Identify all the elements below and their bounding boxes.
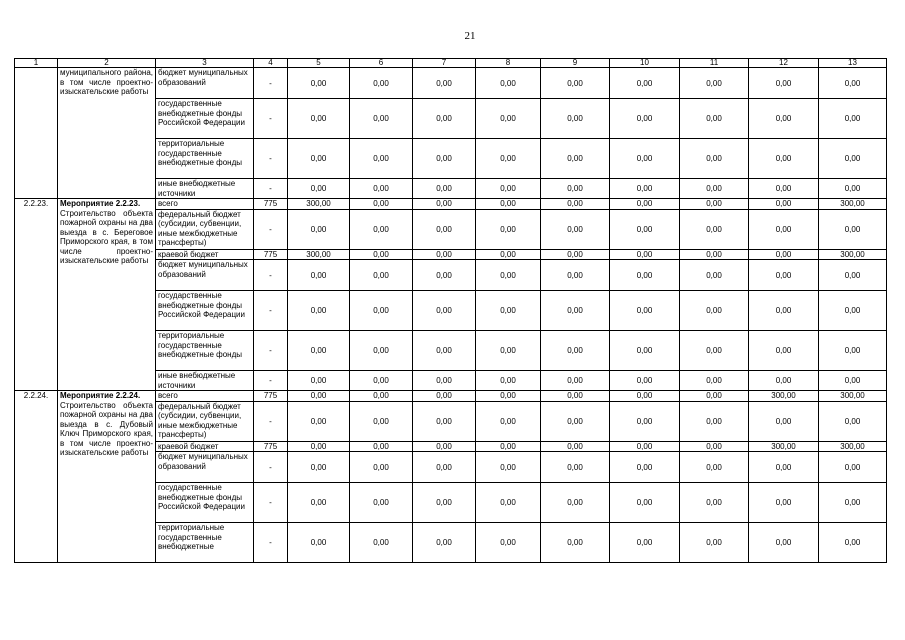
amount-cell: 0,00 (288, 99, 350, 139)
amount-cell: 0,00 (680, 401, 749, 441)
column-header: 5 (288, 59, 350, 68)
amount-cell: 0,00 (819, 291, 887, 331)
amount-cell: 0,00 (476, 249, 541, 260)
funding-source: государственные внебюджетные фонды Российской Федерации (156, 99, 254, 139)
amount-cell: 0,00 (413, 523, 476, 563)
amount-cell: 0,00 (680, 452, 749, 483)
amount-cell: 0,00 (541, 483, 610, 523)
measure-description (58, 68, 156, 199)
amount-cell: 0,00 (476, 260, 541, 291)
grbs-code-cell: - (254, 331, 288, 371)
amount-cell: 0,00 (541, 523, 610, 563)
amount-cell: 0,00 (610, 441, 680, 452)
amount-cell: 0,00 (819, 99, 887, 139)
grbs-code-cell: - (254, 523, 288, 563)
column-header: 3 (156, 59, 254, 68)
amount-cell: 0,00 (749, 331, 819, 371)
amount-cell: 0,00 (350, 331, 413, 371)
funding-source: бюджет муниципальных образований (156, 68, 254, 99)
column-header: 6 (350, 59, 413, 68)
amount-cell: 0,00 (476, 401, 541, 441)
amount-cell: 0,00 (350, 452, 413, 483)
amount-cell: 0,00 (819, 68, 887, 99)
amount-cell: 0,00 (476, 139, 541, 179)
amount-cell: 0,00 (413, 331, 476, 371)
amount-cell: 0,00 (350, 483, 413, 523)
amount-cell: 0,00 (288, 371, 350, 391)
amount-cell: 0,00 (350, 249, 413, 260)
column-header: 12 (749, 59, 819, 68)
amount-cell: 0,00 (413, 401, 476, 441)
measure-text: Строительство объекта пожарной охраны на два выезда в с. Дубовый Ключ Приморского края, в том числе проектно-изыскательские работы (60, 400, 153, 457)
funding-source: бюджет муниципальных образований (156, 452, 254, 483)
amount-cell: 0,00 (476, 452, 541, 483)
amount-cell: 0,00 (476, 391, 541, 402)
amount-cell: 0,00 (680, 139, 749, 179)
amount-cell: 0,00 (350, 199, 413, 210)
amount-cell: 0,00 (749, 139, 819, 179)
funding-source: всего (156, 391, 254, 402)
amount-cell: 0,00 (350, 391, 413, 402)
amount-cell: 300,00 (819, 391, 887, 402)
funding-source: краевой бюджет (156, 249, 254, 260)
amount-cell: 0,00 (680, 483, 749, 523)
amount-cell: 0,00 (288, 68, 350, 99)
funding-source: краевой бюджет (156, 441, 254, 452)
amount-cell: 0,00 (610, 179, 680, 199)
amount-cell: 0,00 (413, 68, 476, 99)
grbs-code-cell: - (254, 452, 288, 483)
amount-cell: 0,00 (819, 331, 887, 371)
funding-source: государственные внебюджетные фонды Российской Федерации (156, 483, 254, 523)
amount-cell: 0,00 (680, 99, 749, 139)
budget-table (14, 58, 887, 563)
amount-cell: 0,00 (350, 523, 413, 563)
amount-cell: 0,00 (288, 441, 350, 452)
amount-cell: 0,00 (680, 68, 749, 99)
amount-cell: 0,00 (610, 209, 680, 249)
amount-cell: 0,00 (610, 139, 680, 179)
amount-cell: 0,00 (476, 441, 541, 452)
amount-cell: 0,00 (476, 68, 541, 99)
grbs-code-cell: 775 (254, 249, 288, 260)
amount-cell: 0,00 (680, 441, 749, 452)
amount-cell: 0,00 (541, 401, 610, 441)
measure-description (58, 199, 156, 391)
page-number: 21 (464, 30, 476, 42)
amount-cell: 0,00 (749, 249, 819, 260)
amount-cell: 0,00 (749, 199, 819, 210)
amount-cell: 0,00 (413, 483, 476, 523)
column-header: 10 (610, 59, 680, 68)
amount-cell: 0,00 (476, 483, 541, 523)
amount-cell: 0,00 (413, 371, 476, 391)
amount-cell: 0,00 (819, 401, 887, 441)
amount-cell: 0,00 (749, 291, 819, 331)
measure-description (58, 391, 156, 563)
amount-cell: 300,00 (749, 391, 819, 402)
amount-cell: 0,00 (476, 331, 541, 371)
amount-cell: 0,00 (819, 139, 887, 179)
amount-cell: 0,00 (680, 391, 749, 402)
amount-cell: 0,00 (610, 483, 680, 523)
amount-cell: 0,00 (541, 199, 610, 210)
amount-cell: 0,00 (541, 68, 610, 99)
funding-source: территориальные государственные внебюджетные фонды (156, 139, 254, 179)
amount-cell: 0,00 (749, 452, 819, 483)
amount-cell: 0,00 (749, 68, 819, 99)
grbs-code-cell: - (254, 401, 288, 441)
amount-cell: 0,00 (288, 179, 350, 199)
amount-cell: 0,00 (350, 401, 413, 441)
amount-cell: 0,00 (749, 371, 819, 391)
amount-cell: 0,00 (541, 179, 610, 199)
amount-cell: 300,00 (749, 441, 819, 452)
amount-cell: 0,00 (680, 209, 749, 249)
funding-source: федеральный бюджет (субсидии, субвенции, иные межбюджетные трансферты) (156, 209, 254, 249)
amount-cell: 0,00 (350, 139, 413, 179)
amount-cell: 0,00 (680, 179, 749, 199)
amount-cell: 0,00 (541, 99, 610, 139)
amount-cell: 0,00 (350, 291, 413, 331)
amount-cell: 0,00 (610, 452, 680, 483)
amount-cell: 0,00 (476, 99, 541, 139)
amount-cell: 0,00 (288, 209, 350, 249)
amount-cell: 0,00 (413, 179, 476, 199)
amount-cell: 0,00 (288, 391, 350, 402)
amount-cell: 0,00 (350, 99, 413, 139)
grbs-code-cell: 775 (254, 391, 288, 402)
funding-source: всего (156, 199, 254, 210)
amount-cell: 0,00 (476, 199, 541, 210)
grbs-code-cell: - (254, 209, 288, 249)
amount-cell: 0,00 (541, 391, 610, 402)
amount-cell: 0,00 (541, 291, 610, 331)
amount-cell: 0,00 (413, 199, 476, 210)
amount-cell: 0,00 (819, 209, 887, 249)
header-row (15, 59, 887, 68)
amount-cell: 0,00 (413, 291, 476, 331)
amount-cell: 0,00 (288, 139, 350, 179)
column-header: 8 (476, 59, 541, 68)
funding-source: иные внебюджетные источники (156, 179, 254, 199)
funding-source: государственные внебюджетные фонды Российской Федерации (156, 291, 254, 331)
table-row (15, 199, 887, 210)
amount-cell: 0,00 (541, 260, 610, 291)
grbs-code-cell: - (254, 260, 288, 291)
grbs-code-cell: - (254, 139, 288, 179)
grbs-code-cell: - (254, 291, 288, 331)
amount-cell: 300,00 (819, 441, 887, 452)
column-header: 4 (254, 59, 288, 68)
amount-cell: 300,00 (288, 199, 350, 210)
measure-text: Строительство объекта пожарной охраны на два выезда в с. Береговое Приморского края, в том числе проектно-изыскательские работы (60, 208, 153, 265)
amount-cell: 0,00 (413, 99, 476, 139)
amount-cell: 0,00 (350, 441, 413, 452)
amount-cell: 0,00 (749, 401, 819, 441)
amount-cell: 0,00 (413, 260, 476, 291)
grbs-code-cell: - (254, 483, 288, 523)
amount-cell: 0,00 (541, 441, 610, 452)
funding-source: федеральный бюджет (субсидии, субвенции, иные межбюджетные трансферты) (156, 401, 254, 441)
amount-cell: 0,00 (350, 371, 413, 391)
amount-cell: 0,00 (413, 209, 476, 249)
amount-cell: 0,00 (476, 371, 541, 391)
amount-cell: 0,00 (413, 441, 476, 452)
amount-cell: 0,00 (749, 483, 819, 523)
amount-cell: 0,00 (541, 209, 610, 249)
amount-cell: 0,00 (413, 391, 476, 402)
amount-cell: 0,00 (680, 249, 749, 260)
funding-source: территориальные государственные внебюджетные (156, 523, 254, 563)
column-header: 9 (541, 59, 610, 68)
amount-cell: 0,00 (610, 371, 680, 391)
table-row (15, 68, 887, 99)
column-header: 1 (15, 59, 58, 68)
amount-cell: 0,00 (680, 199, 749, 210)
amount-cell: 0,00 (476, 523, 541, 563)
amount-cell: 300,00 (819, 249, 887, 260)
amount-cell: 0,00 (749, 209, 819, 249)
amount-cell: 0,00 (680, 291, 749, 331)
amount-cell: 0,00 (749, 179, 819, 199)
amount-cell: 0,00 (610, 199, 680, 210)
grbs-code-cell: 775 (254, 199, 288, 210)
measure-title: Мероприятие 2.2.23. (60, 199, 141, 208)
amount-cell: 0,00 (610, 68, 680, 99)
amount-cell: 0,00 (288, 401, 350, 441)
measure-text: муниципального района, в том числе проектно-изыскательские работы (60, 68, 153, 96)
amount-cell: 0,00 (288, 523, 350, 563)
amount-cell: 0,00 (610, 331, 680, 371)
amount-cell: 0,00 (610, 99, 680, 139)
amount-cell: 0,00 (413, 249, 476, 260)
amount-cell: 0,00 (819, 483, 887, 523)
amount-cell: 0,00 (350, 260, 413, 291)
grbs-code-cell: - (254, 371, 288, 391)
amount-cell: 0,00 (541, 331, 610, 371)
funding-source: территориальные государственные внебюджетные фонды (156, 331, 254, 371)
amount-cell: 0,00 (541, 249, 610, 260)
amount-cell: 0,00 (541, 139, 610, 179)
amount-cell: 0,00 (680, 523, 749, 563)
measure-code: 2.2.23. (15, 199, 58, 391)
amount-cell: 0,00 (541, 371, 610, 391)
amount-cell: 0,00 (680, 331, 749, 371)
amount-cell: 0,00 (610, 391, 680, 402)
measure-code: 2.2.24. (15, 391, 58, 563)
amount-cell: 0,00 (610, 523, 680, 563)
amount-cell: 0,00 (413, 452, 476, 483)
grbs-code-cell: - (254, 99, 288, 139)
amount-cell: 300,00 (288, 249, 350, 260)
amount-cell: 0,00 (476, 179, 541, 199)
amount-cell: 0,00 (819, 452, 887, 483)
amount-cell: 0,00 (610, 401, 680, 441)
column-header: 11 (680, 59, 749, 68)
amount-cell: 0,00 (819, 523, 887, 563)
grbs-code-cell: - (254, 68, 288, 99)
amount-cell: 0,00 (680, 371, 749, 391)
amount-cell: 0,00 (350, 209, 413, 249)
amount-cell: 0,00 (288, 452, 350, 483)
table-row (15, 391, 887, 402)
amount-cell: 0,00 (749, 523, 819, 563)
amount-cell: 0,00 (610, 260, 680, 291)
amount-cell: 0,00 (680, 260, 749, 291)
grbs-code-cell: - (254, 179, 288, 199)
measure-code (15, 68, 58, 199)
funding-source: бюджет муниципальных образований (156, 260, 254, 291)
column-header: 13 (819, 59, 887, 68)
amount-cell: 0,00 (288, 291, 350, 331)
column-header: 2 (58, 59, 156, 68)
amount-cell: 0,00 (610, 291, 680, 331)
measure-title: Мероприятие 2.2.24. (60, 391, 141, 400)
column-header: 7 (413, 59, 476, 68)
amount-cell: 0,00 (819, 371, 887, 391)
amount-cell: 0,00 (413, 139, 476, 179)
amount-cell: 300,00 (819, 199, 887, 210)
amount-cell: 0,00 (610, 249, 680, 260)
amount-cell: 0,00 (749, 99, 819, 139)
amount-cell: 0,00 (819, 179, 887, 199)
amount-cell: 0,00 (350, 68, 413, 99)
amount-cell: 0,00 (288, 483, 350, 523)
amount-cell: 0,00 (288, 331, 350, 371)
funding-source: иные внебюджетные источники (156, 371, 254, 391)
amount-cell: 0,00 (288, 260, 350, 291)
amount-cell: 0,00 (819, 260, 887, 291)
amount-cell: 0,00 (541, 452, 610, 483)
amount-cell: 0,00 (749, 260, 819, 291)
amount-cell: 0,00 (350, 179, 413, 199)
amount-cell: 0,00 (476, 209, 541, 249)
amount-cell: 0,00 (476, 291, 541, 331)
grbs-code-cell: 775 (254, 441, 288, 452)
